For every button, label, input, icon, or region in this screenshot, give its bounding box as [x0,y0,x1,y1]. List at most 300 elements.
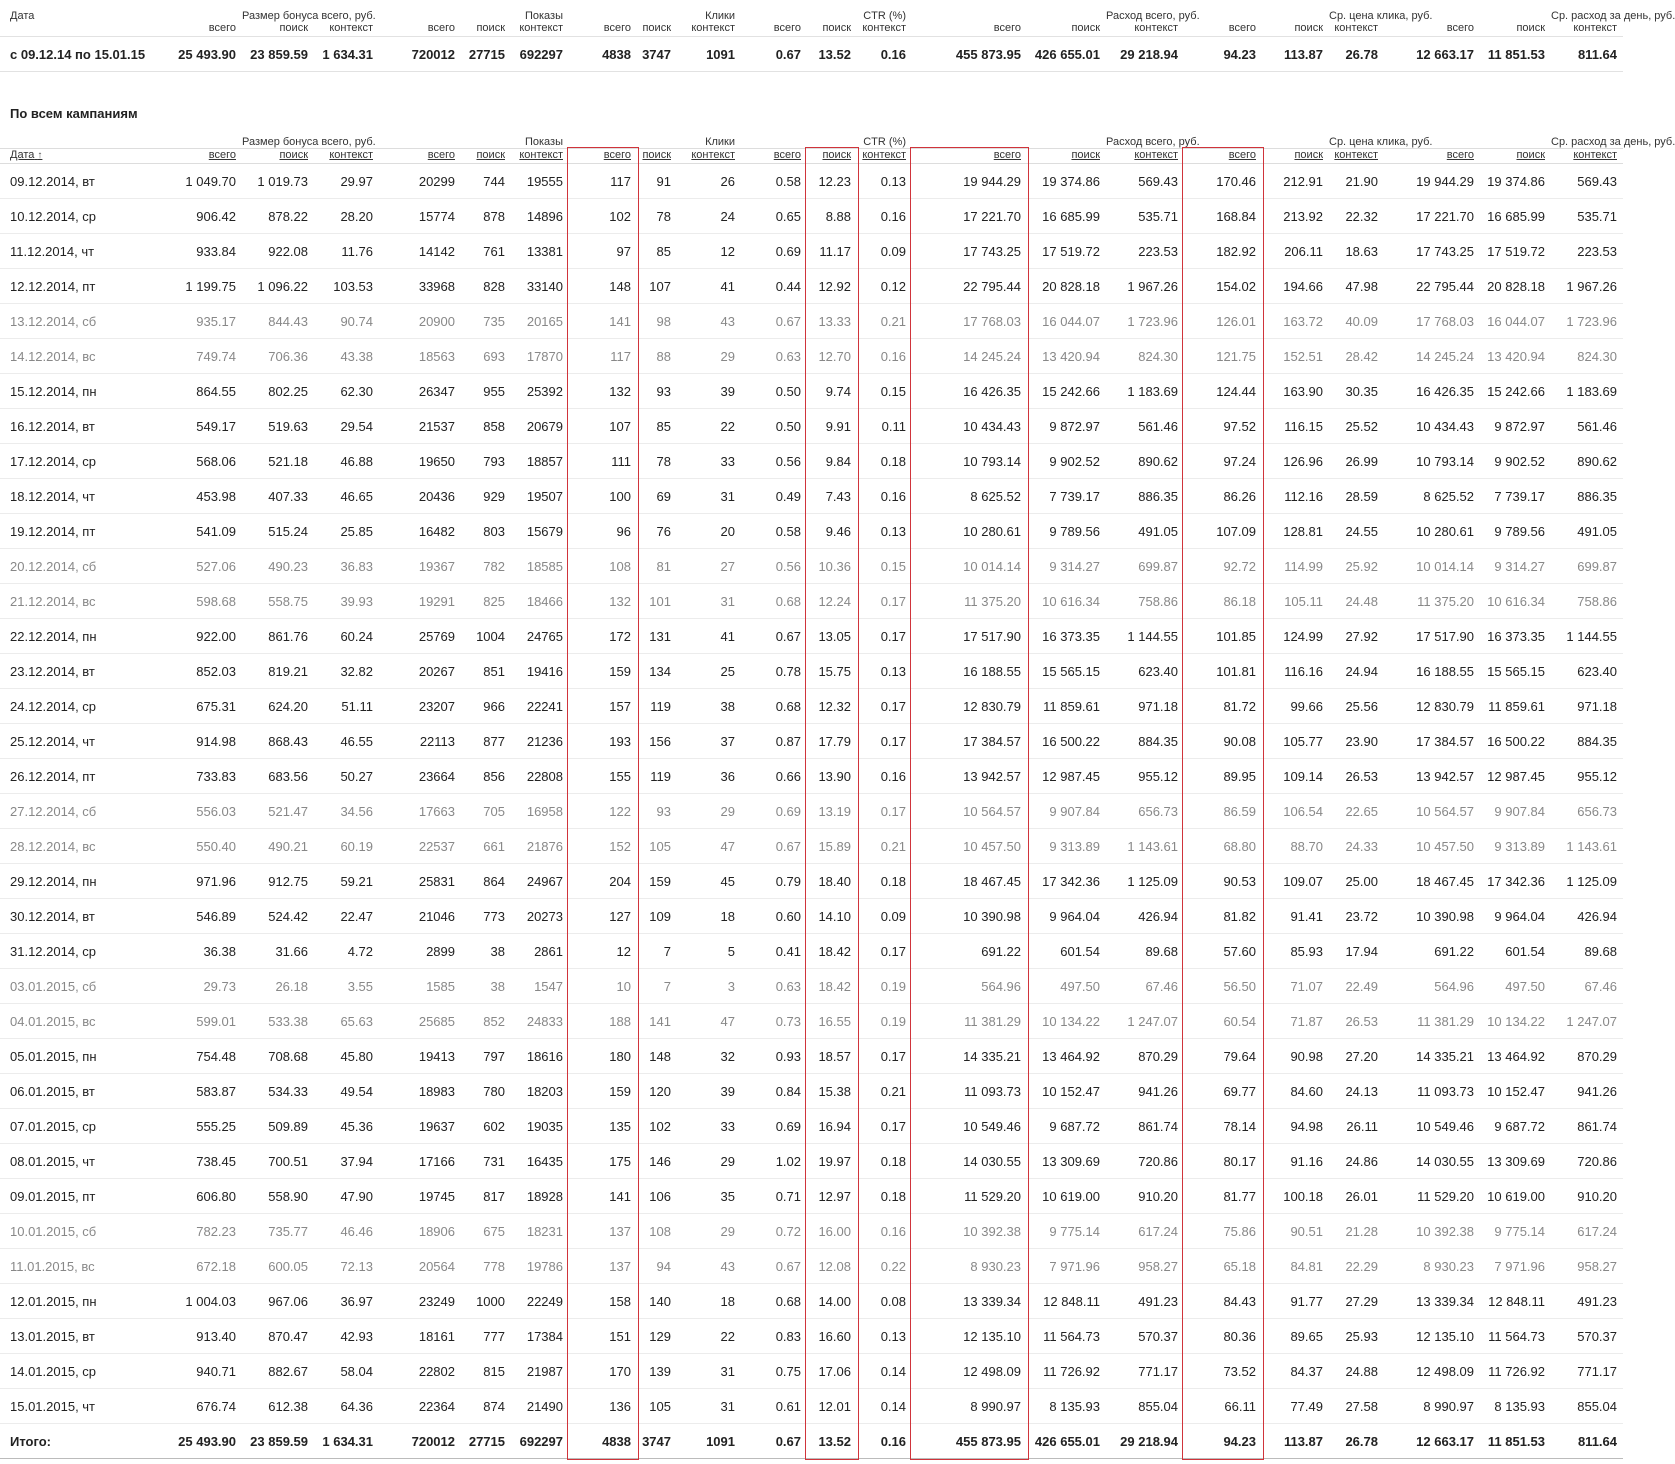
bonus-context-col-header[interactable]: контекст [314,149,379,164]
table-cell: 47 [677,1004,741,1039]
table-cell: 129 [637,1319,677,1354]
table-cell: 1 634.31 [314,37,379,72]
table-cell: 23249 [379,1284,461,1319]
table-cell: 75.86 [1184,1214,1262,1249]
table-cell: 12 498.09 [1384,1354,1480,1389]
table-cell: 9 872.97 [1027,409,1106,444]
table-cell: 20436 [379,479,461,514]
table-cell: 88 [637,339,677,374]
table-cell: 43.38 [314,339,379,374]
table-cell: 521.47 [242,794,314,829]
table-cell: 497.50 [1480,969,1551,1004]
table-cell: 568.06 [146,444,242,479]
sort-ascending-icon: ↑ [37,150,43,161]
table-cell: 14 030.55 [912,1144,1027,1179]
table-cell: 22537 [379,829,461,864]
row-date: 26.12.2014, пт [0,759,146,794]
row-date: 18.12.2014, чт [0,479,146,514]
summary-spend-context-col-header: контекст [1134,22,1178,34]
table-cell: 18928 [511,1179,569,1214]
table-cell: 13 464.92 [1027,1039,1106,1074]
table-cell: 156 [637,724,677,759]
table-cell: 1 247.07 [1106,1004,1184,1039]
table-cell: 106.54 [1262,794,1329,829]
table-row [0,1039,1623,1074]
cpc-search-col-header[interactable]: поиск [1262,149,1329,164]
table-cell: 864.55 [146,374,242,409]
table-cell: 73.52 [1184,1354,1262,1389]
clicks-search-col-header[interactable]: поиск [637,149,677,164]
ctr-total-col-header[interactable]: всего [741,149,807,164]
table-cell: 491.05 [1106,514,1184,549]
table-cell: 705 [461,794,511,829]
table-cell: 858 [461,409,511,444]
table-cell: 541.09 [146,514,242,549]
table-cell: 955.12 [1106,759,1184,794]
table-cell: 884.35 [1551,724,1623,759]
table-cell: 100.18 [1262,1179,1329,1214]
table-cell: 31 [677,1389,741,1424]
table-cell: 60.19 [314,829,379,864]
table-cell: 797 [461,1039,511,1074]
table-cell: 10 280.61 [912,514,1027,549]
row-date: 30.12.2014, вт [0,899,146,934]
table-cell: 491.05 [1551,514,1623,549]
daily-total-col-header[interactable]: всего [1384,149,1480,164]
table-cell: 71.07 [1262,969,1329,1004]
table-cell: 13 309.69 [1027,1144,1106,1179]
table-row [0,1249,1623,1284]
daily-search-col-header[interactable]: поиск [1480,149,1551,164]
ctr-header: CTR (%) [857,134,912,149]
table-cell: 782.23 [146,1214,242,1249]
table-cell: 17.06 [807,1354,857,1389]
table-cell: 18161 [379,1319,461,1354]
table-cell: 9 907.84 [1027,794,1106,829]
table-cell: 778 [461,1249,511,1284]
table-cell: 549.17 [146,409,242,444]
summary-table [0,8,1675,72]
table-cell: 0.67 [741,37,807,72]
table-cell: 88.70 [1262,829,1329,864]
table-cell: 89.95 [1184,759,1262,794]
table-row [0,1214,1623,1249]
table-cell: 861.74 [1106,1109,1184,1144]
table-cell: 426 655.01 [1027,37,1106,72]
table-cell: 16 500.22 [1027,724,1106,759]
cpc-total-col-header[interactable]: всего [1184,149,1262,164]
table-cell: 941.26 [1551,1074,1623,1109]
bonus-search-col-header[interactable]: поиск [242,149,314,164]
table-cell: 3747 [637,37,677,72]
table-cell: 1 247.07 [1551,1004,1623,1039]
table-row [0,969,1623,1004]
row-date: 23.12.2014, вт [0,654,146,689]
table-cell: 119 [637,689,677,724]
table-cell: 8 135.93 [1480,1389,1551,1424]
summary-date-header: Дата [10,10,35,22]
table-cell: 864 [461,864,511,899]
table-cell: 204 [569,864,637,899]
table-cell: 10 564.57 [1384,794,1480,829]
table-cell: 86.18 [1184,584,1262,619]
table-cell: 0.18 [857,864,912,899]
table-cell: 534.33 [242,1074,314,1109]
table-cell: 0.87 [741,724,807,759]
table-cell: 113.87 [1262,1424,1329,1459]
table-cell: 2861 [511,934,569,969]
table-cell: 10 280.61 [1384,514,1480,549]
table-cell: 38 [461,969,511,1004]
table-cell: 11 093.73 [1384,1074,1480,1109]
table-cell: 9.91 [807,409,857,444]
table-cell: 9 687.72 [1027,1109,1106,1144]
table-row [0,864,1623,899]
table-cell: 168.84 [1184,199,1262,234]
table-cell: 102 [569,199,637,234]
table-cell: 68.80 [1184,829,1262,864]
table-cell: 1 049.70 [146,164,242,199]
table-cell: 0.69 [741,794,807,829]
clicks-total-col-header[interactable]: всего [569,149,637,164]
table-cell: 0.69 [741,1109,807,1144]
spend-search-col-header[interactable]: поиск [1027,149,1106,164]
table-cell: 1 096.22 [242,269,314,304]
table-cell: 18 [677,1284,741,1319]
table-cell: 922.00 [146,619,242,654]
table-cell: 527.06 [146,549,242,584]
summary-clicks-context-col-header: контекст [691,22,735,34]
row-date: 12.12.2014, пт [0,269,146,304]
table-cell: 0.17 [857,724,912,759]
spend-total-col-header[interactable]: всего [912,149,1027,164]
table-cell: 148 [569,269,637,304]
spend-header: Расход всего, руб. [1106,136,1200,148]
table-cell: 868.43 [242,724,314,759]
table-cell: 817 [461,1179,511,1214]
table-cell: 877 [461,724,511,759]
table-cell: 8 990.97 [1384,1389,1480,1424]
table-cell: 31 [677,479,741,514]
summary-header-groups [0,8,1623,22]
table-cell: 0.16 [857,1424,912,1459]
table-cell: 36.97 [314,1284,379,1319]
table-cell: 84.60 [1262,1074,1329,1109]
table-row [0,619,1623,654]
table-cell: 21537 [379,409,461,444]
table-cell: 0.21 [857,304,912,339]
table-cell: 27 [677,549,741,584]
table-cell: 0.65 [741,199,807,234]
table-cell: 958.27 [1551,1249,1623,1284]
table-cell: 17 517.90 [912,619,1027,654]
table-cell: 0.75 [741,1354,807,1389]
table-cell: 11 381.29 [912,1004,1027,1039]
table-cell: 157 [569,689,637,724]
table-cell: 955.12 [1551,759,1623,794]
table-cell: 8 930.23 [1384,1249,1480,1284]
daily-context-col-header[interactable]: контекст [1551,149,1623,164]
table-cell: 780 [461,1074,511,1109]
table-cell: 41 [677,269,741,304]
table-cell: 9 314.27 [1027,549,1106,584]
table-cell: 10 457.50 [1384,829,1480,864]
table-cell: 112.16 [1262,479,1329,514]
table-cell: 0.56 [741,444,807,479]
table-cell: 1 144.55 [1106,619,1184,654]
table-cell: 10 793.14 [1384,444,1480,479]
table-cell: 1 143.61 [1106,829,1184,864]
table-cell: 16 188.55 [1384,654,1480,689]
table-cell: 720012 [379,37,461,72]
cpc-context-col-header[interactable]: контекст [1329,149,1384,164]
summary-clicks-header: Клики [705,10,735,22]
table-cell: 17.79 [807,724,857,759]
table-cell: 85 [637,234,677,269]
table-cell: 4.72 [314,934,379,969]
table-cell: 12 [569,934,637,969]
table-cell: 117 [569,164,637,199]
table-cell: 0.22 [857,1249,912,1284]
table-cell: 132 [569,374,637,409]
table-cell: 10 392.38 [1384,1214,1480,1249]
summary-ctr-search-col-header: поиск [822,22,851,34]
row-date: 31.12.2014, ср [0,934,146,969]
table-cell: 0.16 [857,37,912,72]
table-cell: 21987 [511,1354,569,1389]
table-cell: 556.03 [146,794,242,829]
table-cell: 17 768.03 [1384,304,1480,339]
row-date: 09.12.2014, вт [0,164,146,199]
table-cell: 12.70 [807,339,857,374]
table-cell: 17 221.70 [912,199,1027,234]
table-cell: 1 723.96 [1106,304,1184,339]
table-cell: 1 723.96 [1551,304,1623,339]
table-cell: 4838 [569,37,637,72]
table-cell: 15.38 [807,1074,857,1109]
table-cell: 17870 [511,339,569,374]
table-cell: 126.96 [1262,444,1329,479]
table-cell: 15 565.15 [1480,654,1551,689]
table-cell: 570.37 [1551,1319,1623,1354]
table-cell: 28.59 [1329,479,1384,514]
table-cell: 533.38 [242,1004,314,1039]
table-cell: 14.00 [807,1284,857,1319]
table-cell: 26.18 [242,969,314,1004]
table-cell: 782 [461,549,511,584]
table-cell: 967.06 [242,1284,314,1319]
table-cell: 81.82 [1184,899,1262,934]
row-date: 29.12.2014, пн [0,864,146,899]
table-cell: 11.76 [314,234,379,269]
table-cell: 558.75 [242,584,314,619]
table-cell: 777 [461,1319,511,1354]
campaign-stats-table [0,134,1675,1459]
table-cell: 0.49 [741,479,807,514]
section-title: По всем кампаниям [10,106,138,121]
table-row [0,339,1623,374]
table-cell: 26.78 [1329,37,1384,72]
row-date: 09.01.2015, пт [0,1179,146,1214]
table-cell: 19786 [511,1249,569,1284]
table-cell: 521.18 [242,444,314,479]
table-cell: 623.40 [1551,654,1623,689]
summary-cpc-search-col-header: поиск [1294,22,1323,34]
table-row [0,374,1623,409]
table-cell: 7 739.17 [1480,479,1551,514]
table-cell: 10 014.14 [912,549,1027,584]
table-cell: 46.55 [314,724,379,759]
table-cell: 20679 [511,409,569,444]
table-cell: 170.46 [1184,164,1262,199]
spend-context-col-header[interactable]: контекст [1106,149,1184,164]
table-cell: 159 [569,1074,637,1109]
table-cell: 0.68 [741,1284,807,1319]
table-cell: 69 [637,479,677,514]
table-cell: 1 019.73 [242,164,314,199]
table-cell: 25.56 [1329,689,1384,724]
table-cell: 78 [637,199,677,234]
table-cell: 0.68 [741,689,807,724]
table-cell: 24833 [511,1004,569,1039]
table-cell: 497.50 [1027,969,1106,1004]
table-cell: 1 004.03 [146,1284,242,1319]
table-cell: 569.43 [1551,164,1623,199]
ctr-search-col-header[interactable]: поиск [807,149,857,164]
table-cell: 12 135.10 [1384,1319,1480,1354]
table-cell: 19.97 [807,1144,857,1179]
table-cell: 0.56 [741,549,807,584]
table-cell: 27.58 [1329,1389,1384,1424]
table-cell: 19637 [379,1109,461,1144]
table-row [0,1179,1623,1214]
table-cell: 81 [637,549,677,584]
table-cell: 0.61 [741,1389,807,1424]
row-date: 11.12.2014, чт [0,234,146,269]
table-cell: 19 374.86 [1027,164,1106,199]
table-cell: 0.67 [741,829,807,864]
table-cell: 25.52 [1329,409,1384,444]
table-cell: 861.76 [242,619,314,654]
table-cell: 884.35 [1106,724,1184,759]
table-cell: 735 [461,304,511,339]
table-cell: 84.81 [1262,1249,1329,1284]
table-cell: 11 529.20 [912,1179,1027,1214]
table-cell: 94.98 [1262,1109,1329,1144]
table-cell: 10 390.98 [1384,899,1480,934]
table-cell: 455 873.95 [912,37,1027,72]
table-cell: 1 634.31 [314,1424,379,1459]
summary-daily-total-col-header: всего [1446,22,1474,34]
table-row [0,444,1623,479]
table-cell: 38 [461,934,511,969]
impressions-context-col-header[interactable]: контекст [511,149,569,164]
table-cell: 11 859.61 [1480,689,1551,724]
row-date: 28.12.2014, вс [0,829,146,864]
table-cell: 17 342.36 [1480,864,1551,899]
table-row [0,1354,1623,1389]
table-cell: 0.84 [741,1074,807,1109]
table-cell: 152.51 [1262,339,1329,374]
table-cell: 43 [677,1249,741,1284]
table-cell: 43 [677,304,741,339]
impressions-search-col-header[interactable]: поиск [461,149,511,164]
table-cell: 886.35 [1106,479,1184,514]
table-cell: 0.63 [741,969,807,1004]
table-cell: 1 199.75 [146,269,242,304]
table-cell: 18.63 [1329,234,1384,269]
table-cell: 45.80 [314,1039,379,1074]
table-cell: 14 335.21 [912,1039,1027,1074]
table-cell: 80.17 [1184,1144,1262,1179]
table-cell: 90.53 [1184,864,1262,899]
table-cell: 124.44 [1184,374,1262,409]
table-cell: 91 [637,164,677,199]
table-cell: 17 342.36 [1027,864,1106,899]
table-cell: 12 663.17 [1384,37,1480,72]
table-cell: 706.36 [242,339,314,374]
ctr-context-col-header[interactable]: контекст [857,149,912,164]
table-cell: 9.46 [807,514,857,549]
table-cell: 21.28 [1329,1214,1384,1249]
table-row [0,1109,1623,1144]
table-cell: 0.19 [857,1004,912,1039]
table-cell: 13.52 [807,1424,857,1459]
table-cell: 966 [461,689,511,724]
table-cell: 67.46 [1106,969,1184,1004]
table-cell: 31 [677,584,741,619]
table-cell: 8 135.93 [1027,1389,1106,1424]
table-cell: 9 902.52 [1480,444,1551,479]
summary-bonus-search-col-header: поиск [279,22,308,34]
table-cell: 13 339.34 [912,1284,1027,1319]
table-cell: 26.78 [1329,1424,1384,1459]
table-cell: 99.66 [1262,689,1329,724]
table-cell: 0.18 [857,444,912,479]
table-cell: 935.17 [146,304,242,339]
table-cell: 561.46 [1106,409,1184,444]
bonus-total-col-header[interactable]: всего [146,149,242,164]
table-cell: 13381 [511,234,569,269]
table-cell: 17 221.70 [1384,199,1480,234]
table-cell: 18616 [511,1039,569,1074]
table-row [0,409,1623,444]
table-cell: 18 467.45 [1384,864,1480,899]
table-cell: 22.47 [314,899,379,934]
table-cell: 136 [569,1389,637,1424]
table-cell: 886.35 [1551,479,1623,514]
table-cell: 97.24 [1184,444,1262,479]
sort-by-date-link[interactable] [0,149,146,164]
table-cell: 0.21 [857,1074,912,1109]
impressions-total-col-header[interactable]: всего [379,149,461,164]
table-cell: 0.44 [741,269,807,304]
table-cell: 758.86 [1551,584,1623,619]
table-cell: 624.20 [242,689,314,724]
table-cell: 16 500.22 [1480,724,1551,759]
table-cell: 89.65 [1262,1319,1329,1354]
table-cell: 108 [569,549,637,584]
table-cell: 85.93 [1262,934,1329,969]
table-cell: 86.26 [1184,479,1262,514]
clicks-context-col-header[interactable]: контекст [677,149,741,164]
table-cell: 36 [677,759,741,794]
table-row [0,514,1623,549]
table-cell: 519.63 [242,409,314,444]
table-cell: 555.25 [146,1109,242,1144]
table-cell: 23.90 [1329,724,1384,759]
table-cell: 20 828.18 [1027,269,1106,304]
